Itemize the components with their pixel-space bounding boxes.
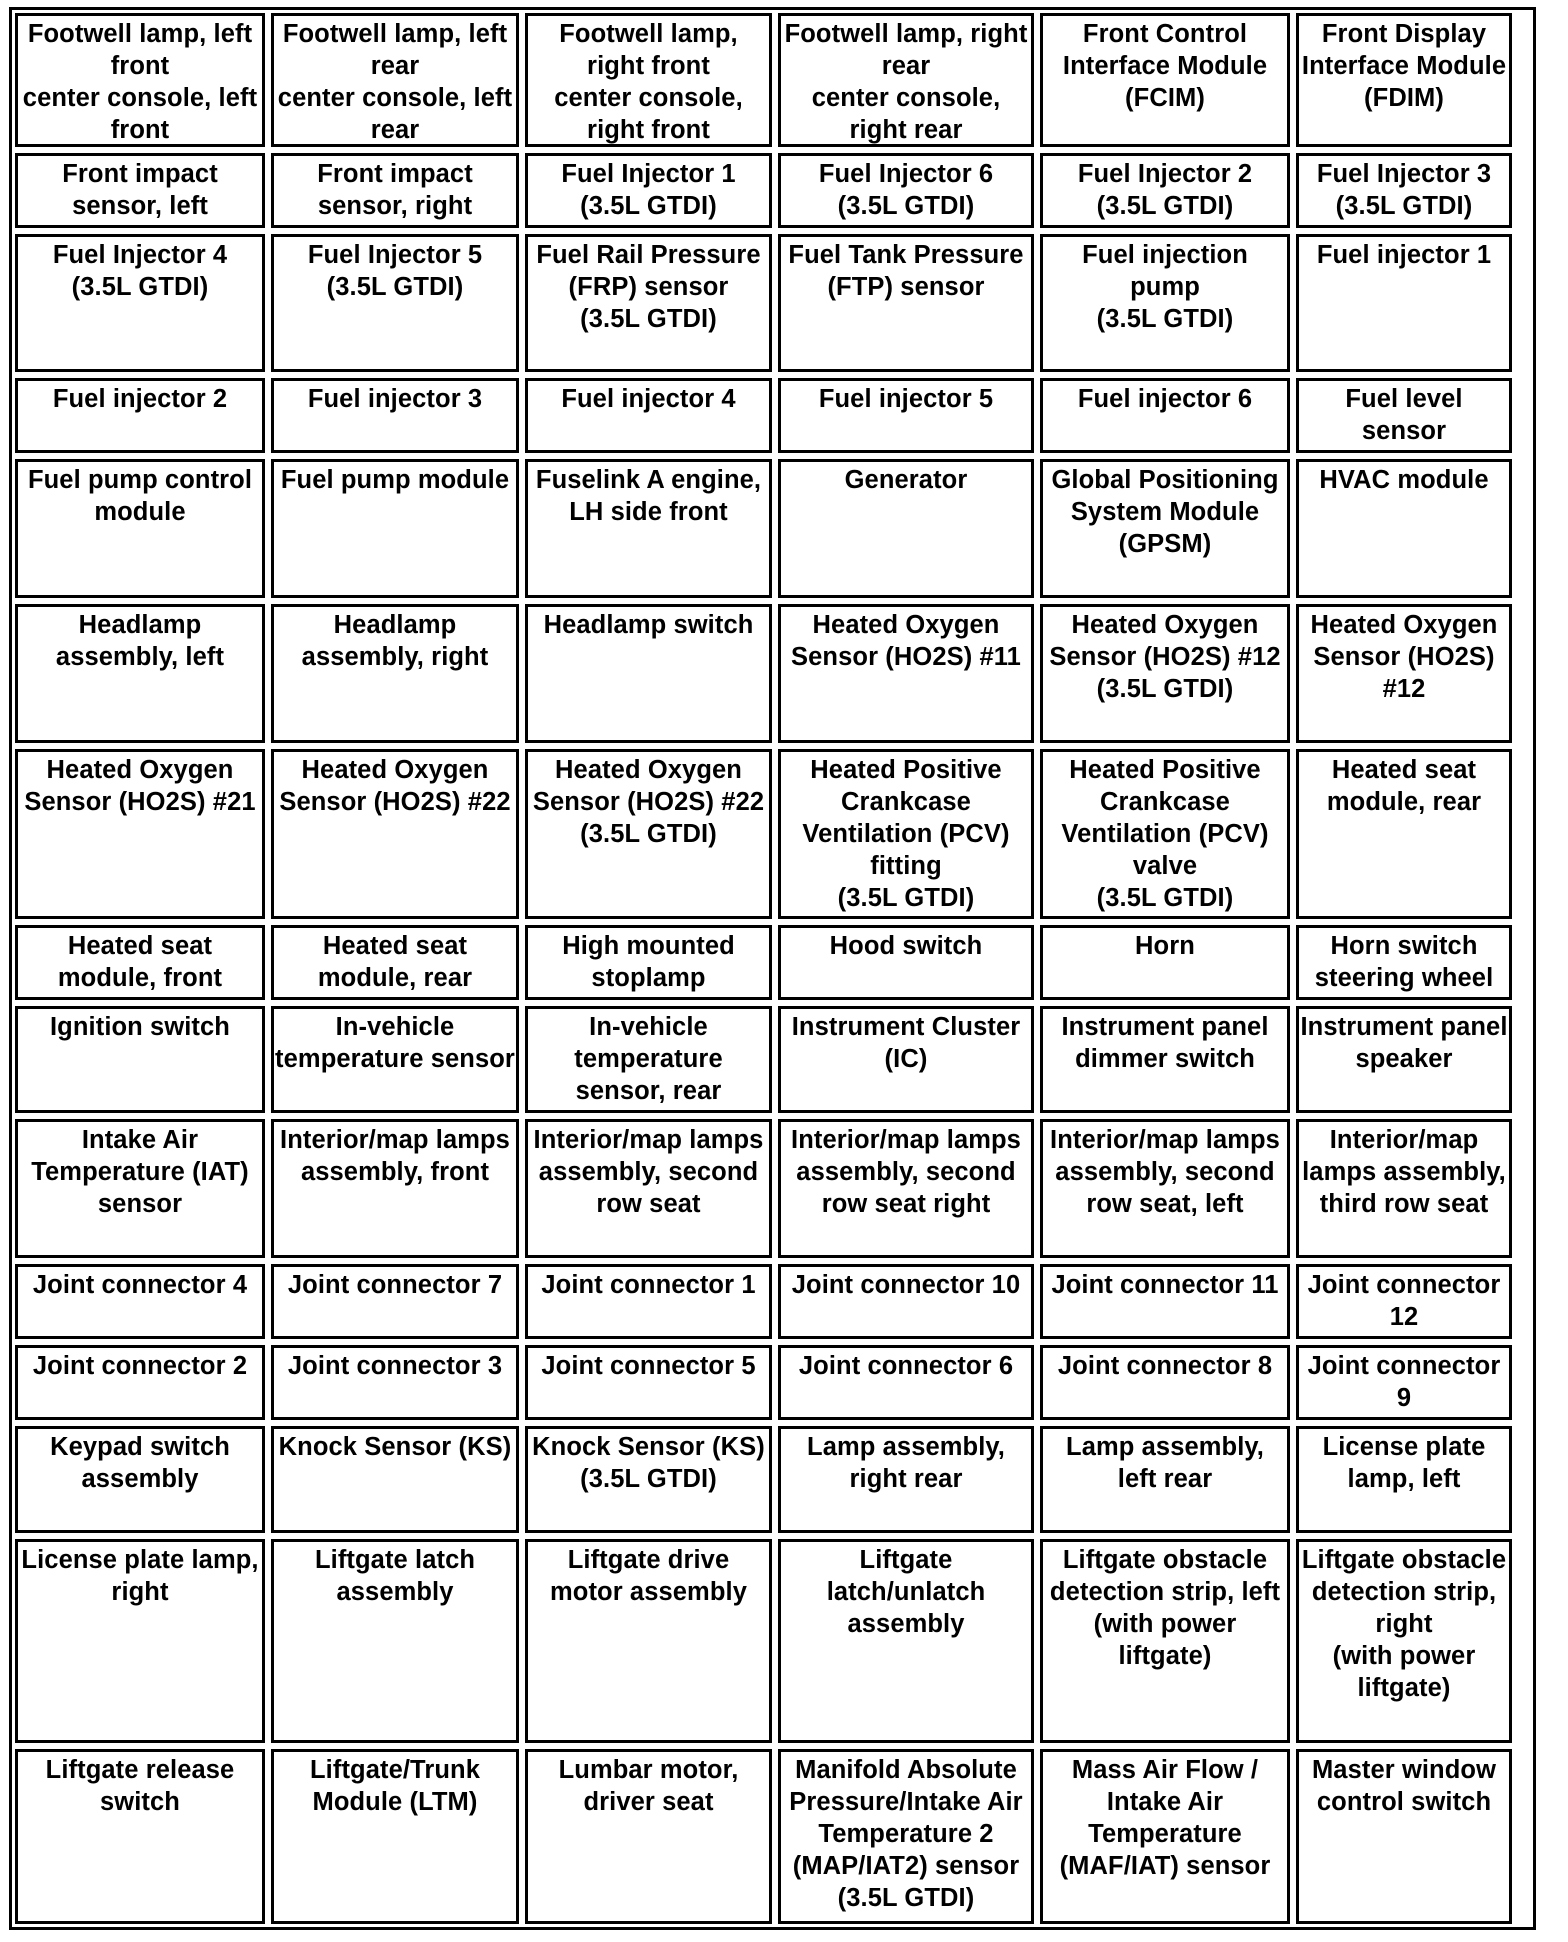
table-cell: Heated seat module, rear xyxy=(1296,749,1512,919)
table-cell: License plate lamp, right xyxy=(15,1539,265,1743)
table-cell: Keypad switch assembly xyxy=(15,1426,265,1533)
table-cell: Fuel pump module xyxy=(271,459,519,598)
table-cell: Fuel pump control module xyxy=(15,459,265,598)
table-cell: Front impact sensor, left xyxy=(15,153,265,228)
table-cell: Liftgate obstacle detection strip, left (with power liftgate) xyxy=(1040,1539,1290,1743)
table-cell: Fuel Injector 5 (3.5L GTDI) xyxy=(271,234,519,372)
table-cell: Fuel Rail Pressure (FRP) sensor (3.5L GTDI) xyxy=(525,234,772,372)
table-cell: Interior/map lamps assembly, front xyxy=(271,1119,519,1258)
table-cell: Fuel injection pump (3.5L GTDI) xyxy=(1040,234,1290,372)
table-cell: Joint connector 1 xyxy=(525,1264,772,1339)
table-cell: Horn xyxy=(1040,925,1290,1000)
table-cell: Liftgate release switch xyxy=(15,1749,265,1924)
table-cell: Interior/map lamps assembly, second row seat right xyxy=(778,1119,1034,1258)
table-cell: Fuel level sensor xyxy=(1296,378,1512,453)
table-cell: Joint connector 7 xyxy=(271,1264,519,1339)
table-cell: Fuel injector 6 xyxy=(1040,378,1290,453)
table-cell: Lamp assembly, right rear xyxy=(778,1426,1034,1533)
table-cell: Interior/map lamps assembly, third row seat xyxy=(1296,1119,1512,1258)
table-cell: Joint connector 5 xyxy=(525,1345,772,1420)
table-cell: Joint connector 11 xyxy=(1040,1264,1290,1339)
table-cell: Knock Sensor (KS) xyxy=(271,1426,519,1533)
component-location-table xyxy=(9,7,1536,1930)
table-cell: Joint connector 10 xyxy=(778,1264,1034,1339)
table-cell: Lamp assembly, left rear xyxy=(1040,1426,1290,1533)
table-cell: In-vehicle temperature sensor, rear xyxy=(525,1006,772,1113)
table-cell: Heated Oxygen Sensor (HO2S) #11 xyxy=(778,604,1034,743)
table-cell: Fuselink A engine, LH side front xyxy=(525,459,772,598)
table-cell: Fuel Injector 4 (3.5L GTDI) xyxy=(15,234,265,372)
table-cell: Headlamp assembly, right xyxy=(271,604,519,743)
table-cell: Joint connector 9 xyxy=(1296,1345,1512,1420)
table-cell: Heated Oxygen Sensor (HO2S) #22 xyxy=(271,749,519,919)
table-cell: Heated Positive Crankcase Ventilation (PCV) valve (3.5L GTDI) xyxy=(1040,749,1290,919)
table-cell: Heated seat module, rear xyxy=(271,925,519,1000)
table-cell: Liftgate drive motor assembly xyxy=(525,1539,772,1743)
table-cell: Instrument panel dimmer switch xyxy=(1040,1006,1290,1113)
table-cell: Manifold Absolute Pressure/Intake Air Temperature 2 (MAP/IAT2) sensor (3.5L GTDI) xyxy=(778,1749,1034,1924)
table-cell: High mounted stoplamp xyxy=(525,925,772,1000)
table-cell: Liftgate obstacle detection strip, right (with power liftgate) xyxy=(1296,1539,1512,1743)
table-cell: Heated Oxygen Sensor (HO2S) #21 xyxy=(15,749,265,919)
table-cell: Interior/map lamps assembly, second row seat xyxy=(525,1119,772,1258)
table-cell: Heated seat module, front xyxy=(15,925,265,1000)
table-cell: Fuel Injector 2 (3.5L GTDI) xyxy=(1040,153,1290,228)
table-cell: Fuel Injector 3 (3.5L GTDI) xyxy=(1296,153,1512,228)
table-cell: Front impact sensor, right xyxy=(271,153,519,228)
table-cell: Master window control switch xyxy=(1296,1749,1512,1924)
table-cell: Generator xyxy=(778,459,1034,598)
table-cell: Front Control Interface Module (FCIM) xyxy=(1040,13,1290,147)
table-cell: Footwell lamp, right front center console, right front xyxy=(525,13,772,147)
table-cell: Liftgate latch assembly xyxy=(271,1539,519,1743)
table-cell: Fuel injector 1 xyxy=(1296,234,1512,372)
table-cell: Fuel injector 3 xyxy=(271,378,519,453)
table-cell: Heated Positive Crankcase Ventilation (PCV) fitting (3.5L GTDI) xyxy=(778,749,1034,919)
table-cell: Mass Air Flow / Intake Air Temperature (MAF/IAT) sensor xyxy=(1040,1749,1290,1924)
table-cell: Ignition switch xyxy=(15,1006,265,1113)
table-cell: In-vehicle temperature sensor xyxy=(271,1006,519,1113)
table-cell: Headlamp assembly, left xyxy=(15,604,265,743)
table-cell: Fuel injector 5 xyxy=(778,378,1034,453)
table-cell: Footwell lamp, left rear center console, left rear xyxy=(271,13,519,147)
table-cell: Heated Oxygen Sensor (HO2S) #12 (3.5L GTDI) xyxy=(1040,604,1290,743)
table-cell: Headlamp switch xyxy=(525,604,772,743)
table-cell: Joint connector 3 xyxy=(271,1345,519,1420)
table-cell: Front Display Interface Module (FDIM) xyxy=(1296,13,1512,147)
table-cell: Intake Air Temperature (IAT) sensor xyxy=(15,1119,265,1258)
table-cell: Footwell lamp, left front center console, left front xyxy=(15,13,265,147)
table-cell: Fuel injector 2 xyxy=(15,378,265,453)
table-cell: Hood switch xyxy=(778,925,1034,1000)
table-cell: Interior/map lamps assembly, second row seat, left xyxy=(1040,1119,1290,1258)
table-cell: Global Positioning System Module (GPSM) xyxy=(1040,459,1290,598)
table-cell: Lumbar motor, driver seat xyxy=(525,1749,772,1924)
table-cell: License plate lamp, left xyxy=(1296,1426,1512,1533)
table-cell: Instrument Cluster (IC) xyxy=(778,1006,1034,1113)
table-cell: Fuel injector 4 xyxy=(525,378,772,453)
table-cell: Instrument panel speaker xyxy=(1296,1006,1512,1113)
table-cell: Liftgate/Trunk Module (LTM) xyxy=(271,1749,519,1924)
table-cell: Fuel Tank Pressure (FTP) sensor xyxy=(778,234,1034,372)
table-cell: Joint connector 6 xyxy=(778,1345,1034,1420)
table-cell: Joint connector 8 xyxy=(1040,1345,1290,1420)
table-cell: Horn switch steering wheel xyxy=(1296,925,1512,1000)
table-cell: Joint connector 2 xyxy=(15,1345,265,1420)
table-cell: Footwell lamp, right rear center console, right rear xyxy=(778,13,1034,147)
table-cell: Liftgate latch/unlatch assembly xyxy=(778,1539,1034,1743)
table-cell: Fuel Injector 1 (3.5L GTDI) xyxy=(525,153,772,228)
table-cell: HVAC module xyxy=(1296,459,1512,598)
table-cell: Knock Sensor (KS) (3.5L GTDI) xyxy=(525,1426,772,1533)
table-cell: Heated Oxygen Sensor (HO2S) #12 xyxy=(1296,604,1512,743)
table-cell: Joint connector 4 xyxy=(15,1264,265,1339)
table-cell: Fuel Injector 6 (3.5L GTDI) xyxy=(778,153,1034,228)
table-cell: Joint connector 12 xyxy=(1296,1264,1512,1339)
table-cell: Heated Oxygen Sensor (HO2S) #22 (3.5L GTDI) xyxy=(525,749,772,919)
